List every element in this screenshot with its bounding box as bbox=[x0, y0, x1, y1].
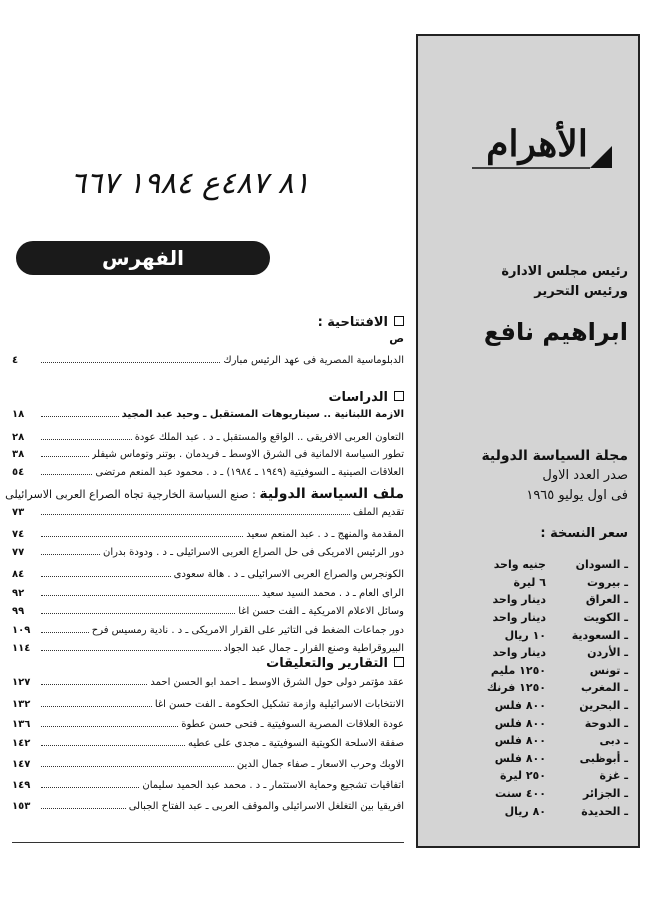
checkbox-icon bbox=[394, 316, 404, 326]
price-row: ـ الجزائر ٤٠٠ سنت bbox=[495, 787, 628, 801]
editor-name: ابراهيم نافع bbox=[483, 318, 628, 346]
price-row: ـ تونس ١٢٥٠ مليم bbox=[490, 663, 628, 677]
price-row: ـ البحرين ٨٠٠ فلس bbox=[494, 699, 628, 713]
toc-entry: الرأى العام ـ د . محمد السيد سعيد ٩٢ bbox=[12, 588, 404, 599]
price-list bbox=[428, 556, 628, 820]
toc-entry: عودة العلاقات المصرية السوفيتية ـ فتحى حسن عطوة ١٣٦ bbox=[12, 719, 404, 730]
toc-entry: الكونجرس والصراع العربى الاسرائيلى ـ د . هالة سعودى ٨٤ bbox=[12, 569, 404, 580]
toc-entry: افريقيا بين التغلغل الاسرائيلى والموقف العربى ـ عبد الفتاح الجبالى ١٥٣ bbox=[12, 801, 404, 812]
toc-entry: الاوبك وحرب الاسعار ـ صفاء جمال الدين ١٤٧ bbox=[12, 759, 404, 770]
toc-entry: تطور السياسة الالمانية فى الشرق الاوسط ـ فريدمان . بوتنر وتوماس شيفلر ٣٨ bbox=[12, 449, 404, 460]
contents-title: الفهرس bbox=[16, 241, 270, 275]
section-heading-opening: الافتتاحية : bbox=[318, 315, 404, 330]
toc-entry: دور جماعات الضغط فى التأثير على القرار الامريكى ـ د . نادية رمسيس فرح ١٠٩ bbox=[12, 625, 404, 636]
chairman-line-1: رئيس مجلس الادارة bbox=[501, 264, 628, 279]
section-heading-file: ملف السياسة الدولية : صنع السياسة الخارجية تجاه الصراع العربى الاسرائيلى bbox=[5, 486, 404, 502]
toc-entry: العلاقات الصينية ـ السوفيتية (١٩٤٩ ـ ١٩٨٤) ـ د . محمود عبد المنعم مرتضى ٥٤ bbox=[12, 467, 404, 478]
checkbox-icon bbox=[394, 657, 404, 667]
checkbox-icon bbox=[394, 391, 404, 401]
toc-entry: تقديم الملف ٧٣ bbox=[12, 507, 404, 518]
price-row: ـ السعودية ١٠ ريال bbox=[504, 628, 628, 642]
al-ahram-logo bbox=[462, 110, 612, 174]
bottom-rule bbox=[12, 842, 404, 843]
toc-entry: الازمة اللبنانية .. سيناريوهات المستقبل ـ وحيد عبد المجيد ١٨ bbox=[12, 409, 404, 420]
section-heading-reports: التقارير والتعليقات bbox=[266, 656, 404, 671]
toc-entry: البيروقراطية وصنع القرار ـ جمال عبد الجواد ١١٤ bbox=[12, 643, 404, 654]
toc-entry: دور الرئيس الامريكى فى حل الصراع العربى الاسرائيلى ـ د . ودودة بدران ٧٧ bbox=[12, 547, 404, 558]
table-of-contents bbox=[5, 0, 404, 900]
toc-entry: اتفاقيات تشجيع وحماية الاستثمار ـ د . محمد عبد الحميد سليمان ١٤٩ bbox=[12, 780, 404, 791]
toc-entry: صفقة الاسلحة الكويتية السوفيتية ـ مجدى على عطيه ١٤٢ bbox=[12, 738, 404, 749]
price-row: ـ العراق دينار واحد bbox=[492, 593, 628, 607]
magazine-line-1: مجلة السياسة الدولية bbox=[481, 448, 628, 464]
masthead-sidebar bbox=[416, 34, 640, 848]
chairman-line-2: ورئيس التحرير bbox=[534, 284, 628, 299]
toc-entry: التعاون العربى الافريقى .. الواقع والمستقبل ـ د . عبد الملك عودة ٢٨ bbox=[12, 432, 404, 443]
handwritten-reference: ٨١ ٤٨٧ع ١٩٨٤ ٦٦٧ bbox=[70, 166, 310, 201]
toc-entry: الانتخابات الاسرائيلية وازمة تشكيل الحكومة ـ الفت حسن اغا ١٣٢ bbox=[12, 699, 404, 710]
page-label: ص bbox=[389, 332, 404, 345]
svg-text:الأهرام: الأهرام bbox=[486, 123, 588, 165]
price-row: ـ السودان جنيه واحد bbox=[493, 558, 628, 572]
section-heading-studies: الدراسات bbox=[328, 390, 404, 405]
toc-entry: عقد مؤتمر دولى حول الشرق الاوسط ـ احمد ابو الحسن احمد ١٢٧ bbox=[12, 677, 404, 688]
price-row: ـ الكويت دينار واحد bbox=[492, 611, 628, 625]
toc-entry: المقدمة والمنهج ـ د . عبد المنعم سعيد ٧٤ bbox=[12, 529, 404, 540]
price-row: ـ الأردن دينار واحد bbox=[492, 646, 628, 660]
price-row: ـ أبوظبى ٨٠٠ فلس bbox=[494, 751, 628, 765]
toc-entry: الدبلوماسية المصرية فى عهد الرئيس مبارك ٤ bbox=[12, 355, 404, 366]
price-row: ـ الدوحة ٨٠٠ فلس bbox=[494, 716, 628, 730]
price-heading: سعر النسخة : bbox=[540, 526, 628, 541]
magazine-line-3: فى اول يوليو ١٩٦٥ bbox=[526, 488, 628, 503]
price-row: ـ الحديدة ٨٠ ريال bbox=[504, 804, 628, 818]
price-row: ـ المغرب ١٢٥٠ فرنك bbox=[486, 681, 628, 695]
magazine-line-2: صدر العدد الاول bbox=[542, 468, 628, 483]
toc-entry: وسائل الاعلام الامريكية ـ الفت حسن اغا ٩٩ bbox=[12, 606, 404, 617]
price-row: ـ غزة ٢٥٠ ليرة bbox=[500, 769, 628, 783]
price-row: ـ دبى ٨٠٠ فلس bbox=[494, 734, 628, 748]
price-row: ـ بيروت ٦ ليرة bbox=[513, 575, 628, 589]
